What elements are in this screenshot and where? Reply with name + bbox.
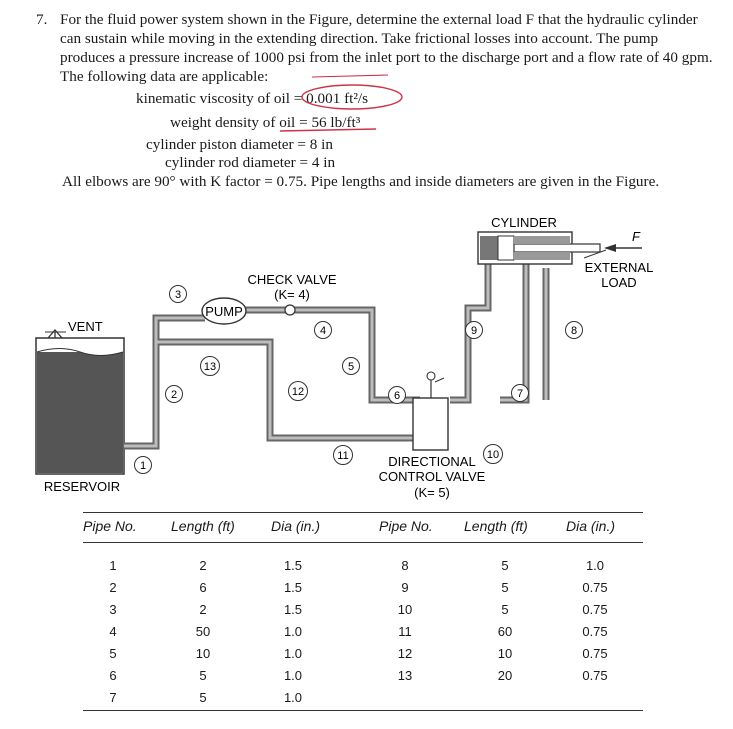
table-cell: 1.0	[283, 690, 303, 705]
label-dcv-3: (K= 5)	[414, 485, 450, 500]
label-dcv-2: CONTROL VALVE	[378, 469, 486, 484]
pipe-callout-6: 6	[393, 390, 401, 402]
table-cell: 10	[195, 646, 211, 661]
header-length-left: Length (ft)	[171, 518, 235, 534]
table-cell: 6	[109, 668, 117, 683]
pipe-callout-5: 5	[347, 361, 355, 373]
table-cell: 2	[199, 558, 207, 573]
label-cylinder: CYLINDER	[491, 215, 557, 230]
table-cell: 1.0	[283, 646, 303, 661]
table-cell: 0.75	[582, 668, 608, 683]
label-dcv-1: DIRECTIONAL	[388, 454, 476, 469]
label-pump: PUMP	[205, 304, 243, 319]
table-cell: 13	[397, 668, 413, 683]
red-underline-top	[312, 75, 388, 77]
table-cell: 1	[109, 558, 117, 573]
label-reservoir: RESERVOIR	[43, 479, 121, 494]
problem-text: For the fluid power system shown in the Figure, determine the external load F that the hydraulic cylinder can sustain while moving in the extending direction. Take frictional losses into account. The pump produces a pressure increase of 1000 psi from the inlet port to the discharge port and a flow rate of 40 gpm. The following data are applicable:	[60, 11, 713, 85]
table-cell: 8	[401, 558, 409, 573]
table-cell: 3	[109, 602, 117, 617]
directional-control-valve	[413, 372, 448, 450]
table-cell: 0.75	[582, 580, 608, 595]
table-cell: 5	[199, 690, 207, 705]
table-cell: 1.5	[283, 602, 303, 617]
table-cell: 60	[497, 624, 513, 639]
table-cell: 5	[199, 668, 207, 683]
header-pipe-no-left: Pipe No.	[83, 518, 137, 534]
red-underline-density	[280, 129, 376, 131]
table-cell: 5	[501, 580, 509, 595]
elbows-note: All elbows are 90° with K factor = 0.75. Pipe lengths and inside diameters are given in the Figure.	[62, 173, 660, 190]
table-cell: 9	[401, 580, 409, 595]
hydraulic-system-figure	[0, 200, 733, 510]
header-length-right: Length (ft)	[464, 518, 528, 534]
table-cell: 20	[497, 668, 513, 683]
table-cell: 10	[397, 602, 413, 617]
table-cell: 0.75	[582, 646, 608, 661]
pipe-callout-13: 13	[203, 361, 217, 373]
table-cell: 2	[109, 580, 117, 595]
label-external: EXTERNAL	[584, 260, 654, 275]
given-rod-diameter: cylinder rod diameter = 4 in	[165, 154, 336, 171]
pipe-callout-12: 12	[291, 386, 305, 398]
table-cell: 7	[109, 690, 117, 705]
label-load: LOAD	[601, 275, 637, 290]
table-cell: 0.75	[582, 602, 608, 617]
table-cell: 5	[109, 646, 117, 661]
label-force: F	[632, 229, 640, 244]
hydraulic-cylinder	[478, 232, 600, 264]
reservoir	[36, 338, 124, 474]
table-header-rule	[83, 542, 643, 543]
pipe-callout-1: 1	[139, 460, 147, 472]
given-viscosity: kinematic viscosity of oil = 0.001 ft²/s	[136, 90, 369, 107]
table-cell: 1.0	[283, 668, 303, 683]
table-cell: 12	[397, 646, 413, 661]
problem-number: 7.	[36, 11, 48, 28]
pipe-data-table	[83, 518, 723, 718]
table-bottom-rule	[83, 710, 643, 711]
pipe-callout-4: 4	[319, 325, 327, 337]
table-cell: 1.0	[283, 624, 303, 639]
pipe-callout-3: 3	[174, 289, 182, 301]
table-cell: 11	[398, 624, 412, 639]
pipe-callout-7: 7	[516, 388, 524, 400]
red-ellipse-mark	[302, 85, 402, 109]
given-piston-diameter: cylinder piston diameter = 8 in	[146, 136, 333, 153]
label-check-valve-k: (K= 4)	[274, 287, 310, 302]
pipe-callout-2: 2	[170, 389, 178, 401]
table-cell: 2	[199, 602, 207, 617]
table-top-rule	[83, 512, 643, 513]
header-dia-right: Dia (in.)	[566, 518, 616, 534]
table-cell: 5	[501, 602, 509, 617]
pipe-callout-11: 11	[337, 450, 349, 462]
table-cell: 5	[501, 558, 509, 573]
vent-icon	[45, 330, 66, 338]
table-cell: 1.5	[283, 558, 303, 573]
label-vent: VENT	[68, 319, 103, 334]
table-cell: 10	[497, 646, 513, 661]
label-check-valve: CHECK VALVE	[247, 272, 337, 287]
table-cell: 50	[195, 624, 211, 639]
table-cell: 4	[109, 624, 117, 639]
pipe-callout-10: 10	[486, 449, 500, 461]
header-dia-left: Dia (in.)	[271, 518, 321, 534]
check-valve-icon	[285, 305, 295, 315]
table-cell: 6	[199, 580, 207, 595]
pipe-callout-8: 8	[570, 325, 578, 337]
header-pipe-no-right: Pipe No.	[379, 518, 433, 534]
pipe-callout-9: 9	[470, 325, 478, 337]
given-weight-density: weight density of oil = 56 lb/ft³	[170, 114, 361, 131]
table-cell: 1.5	[283, 580, 303, 595]
table-cell: 0.75	[582, 624, 608, 639]
table-cell: 1.0	[585, 558, 605, 573]
